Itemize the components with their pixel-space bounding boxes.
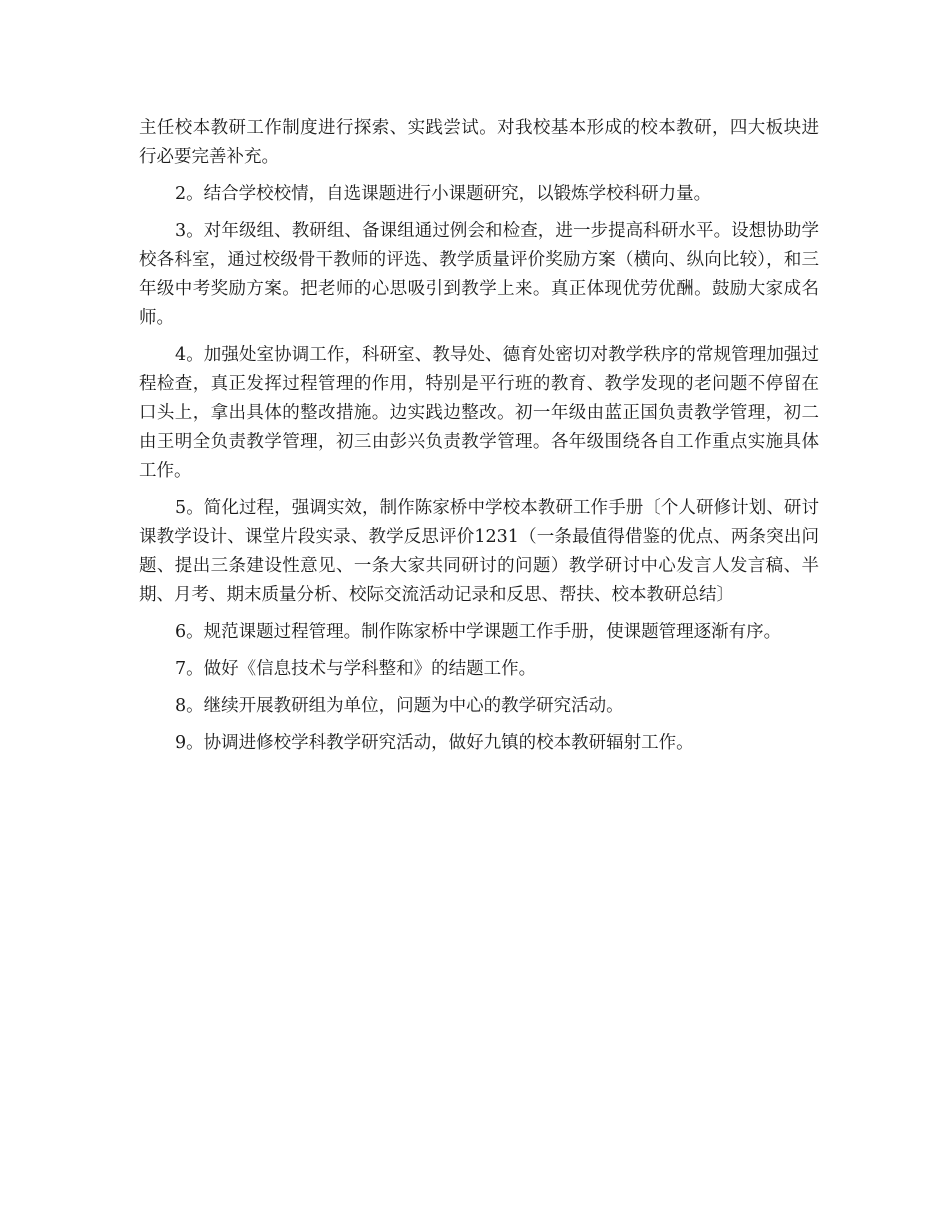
paragraph-item-7: 7。做好《信息技术与学科整和》的结题工作。 (175, 659, 537, 679)
paragraph-item-2: 2。结合学校校情，自选课题进行小课题研究，以锻炼学校科研力量。 (175, 184, 712, 204)
paragraph-continuation: 主任校本教研工作制度进行探索、实践尝试。对我校基本形成的校本教研，四大板块进行必要完善补充。 (139, 118, 819, 167)
paragraph-item-3: 3。对年级组、教研组、备课组通过例会和检查，进一步提高科研水平。设想协助学校各科室，通过校级骨干教师的评选、教学质量评价奖励方案（横向、纵向比较），和三年级中考奖励方案。把老师的心思吸引到教学上来。真正体现优劳优酬。鼓励大家成名师。 (139, 221, 819, 328)
paragraph-item-5: 5。简化过程，强调实效，制作陈家桥中学校本教研工作手册〔个人研修计划、研讨课教学设计、课堂片段实录、教学反思评价1231（一条最值得借鉴的优点、两条突出问题、提出三条建设性意见、一条大家共同研讨的问题）教学研讨中心发言人发言稿、半期、月考、期末质量分析、校际交流活动记录和反思、帮扶、校本教研总结〕 (139, 498, 819, 605)
paragraph-item-9: 9。协调进修校学科教学研究活动，做好九镇的校本教研辐射工作。 (175, 733, 694, 753)
paragraph-item-8: 8。继续开展教研组为单位，问题为中心的教学研究活动。 (175, 696, 624, 716)
paragraph-item-6: 6。规范课题过程管理。制作陈家桥中学课题工作手册，使课题管理逐渐有序。 (175, 622, 782, 642)
paragraph-item-4: 4。加强处室协调工作，科研室、教导处、德育处密切对教学秩序的常规管理加强过程检查，真正发挥过程管理的作用，特别是平行班的教育、教学发现的老问题不停留在口头上，拿出具体的整改措施。边实践边整改。初一年级由蓝正国负责教学管理，初二由王明全负责教学管理，初三由彭兴负责教学管理。各年级围绕各自工作重点实施具体工作。 (139, 345, 819, 481)
document-body (139, 114, 819, 766)
